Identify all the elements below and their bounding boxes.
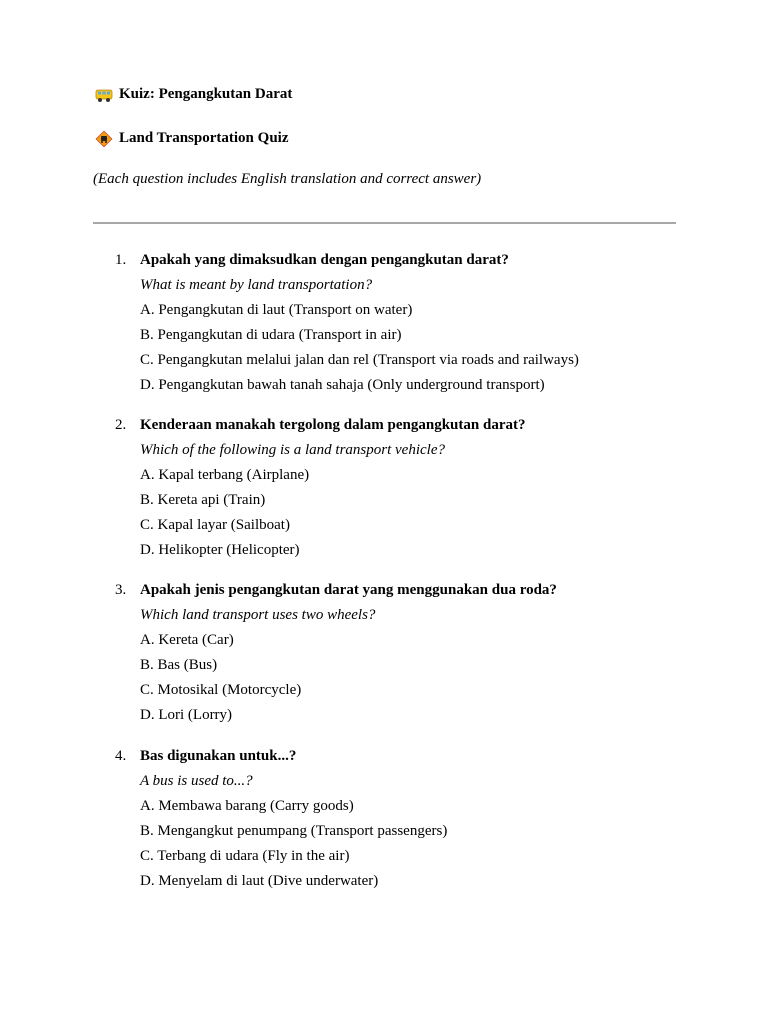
question-translation: Which of the following is a land transport vehicle? <box>140 442 445 458</box>
answer-option: B. Kereta api (Train) <box>140 492 266 508</box>
divider <box>93 222 676 224</box>
road-sign-icon <box>95 131 113 147</box>
question-number: 1. <box>115 252 127 268</box>
question-text: Kenderaan manakah tergolong dalam pengangkutan darat? <box>140 417 526 433</box>
question-text: Apakah jenis pengangkutan darat yang menggunakan dua roda? <box>140 582 557 598</box>
answer-option: B. Mengangkut penumpang (Transport passengers) <box>140 823 448 839</box>
question-item <box>115 248 715 398</box>
answer-option: C. Pengangkutan melalui jalan dan rel (Transport via roads and railways) <box>140 352 579 368</box>
question-translation: Which land transport uses two wheels? <box>140 607 376 623</box>
question-number: 4. <box>115 748 127 764</box>
bus-icon <box>95 87 113 103</box>
question-number: 3. <box>115 582 127 598</box>
answer-option: A. Kereta (Car) <box>140 632 234 648</box>
answer-option: A. Kapal terbang (Airplane) <box>140 467 310 483</box>
question-text: Apakah yang dimaksudkan dengan pengangkutan darat? <box>140 252 509 268</box>
page-subtitle: Land Transportation Quiz <box>119 130 289 146</box>
question-item <box>115 413 715 563</box>
answer-option: D. Pengangkutan bawah tanah sahaja (Only underground transport) <box>140 377 545 393</box>
answer-option: B. Pengangkutan di udara (Transport in air) <box>140 327 402 343</box>
question-heading <box>115 413 715 438</box>
answer-option: C. Terbang di udara (Fly in the air) <box>140 848 350 864</box>
answer-option: A. Membawa barang (Carry goods) <box>140 798 354 814</box>
instruction-note: (Each question includes English translation and correct answer) <box>93 171 482 187</box>
question-item <box>115 744 715 894</box>
question-text: Bas digunakan untuk...? <box>140 748 297 764</box>
quiz-title-english <box>95 130 288 147</box>
page-title: Kuiz: Pengangkutan Darat <box>119 86 293 102</box>
question-translation: A bus is used to...? <box>140 773 253 789</box>
question-heading <box>115 248 715 273</box>
question-number: 2. <box>115 417 127 433</box>
answer-option: D. Helikopter (Helicopter) <box>140 542 300 558</box>
question-translation: What is meant by land transportation? <box>140 277 373 293</box>
answer-option: D. Lori (Lorry) <box>140 707 233 723</box>
question-heading <box>115 578 715 603</box>
answer-option: C. Motosikal (Motorcycle) <box>140 682 302 698</box>
quiz-title-malay <box>95 86 292 103</box>
answer-option: C. Kapal layar (Sailboat) <box>140 517 290 533</box>
answer-option: A. Pengangkutan di laut (Transport on water) <box>140 302 413 318</box>
answer-option: B. Bas (Bus) <box>140 657 218 673</box>
question-heading <box>115 744 715 769</box>
question-item <box>115 578 715 728</box>
answer-option: D. Menyelam di laut (Dive underwater) <box>140 873 379 889</box>
